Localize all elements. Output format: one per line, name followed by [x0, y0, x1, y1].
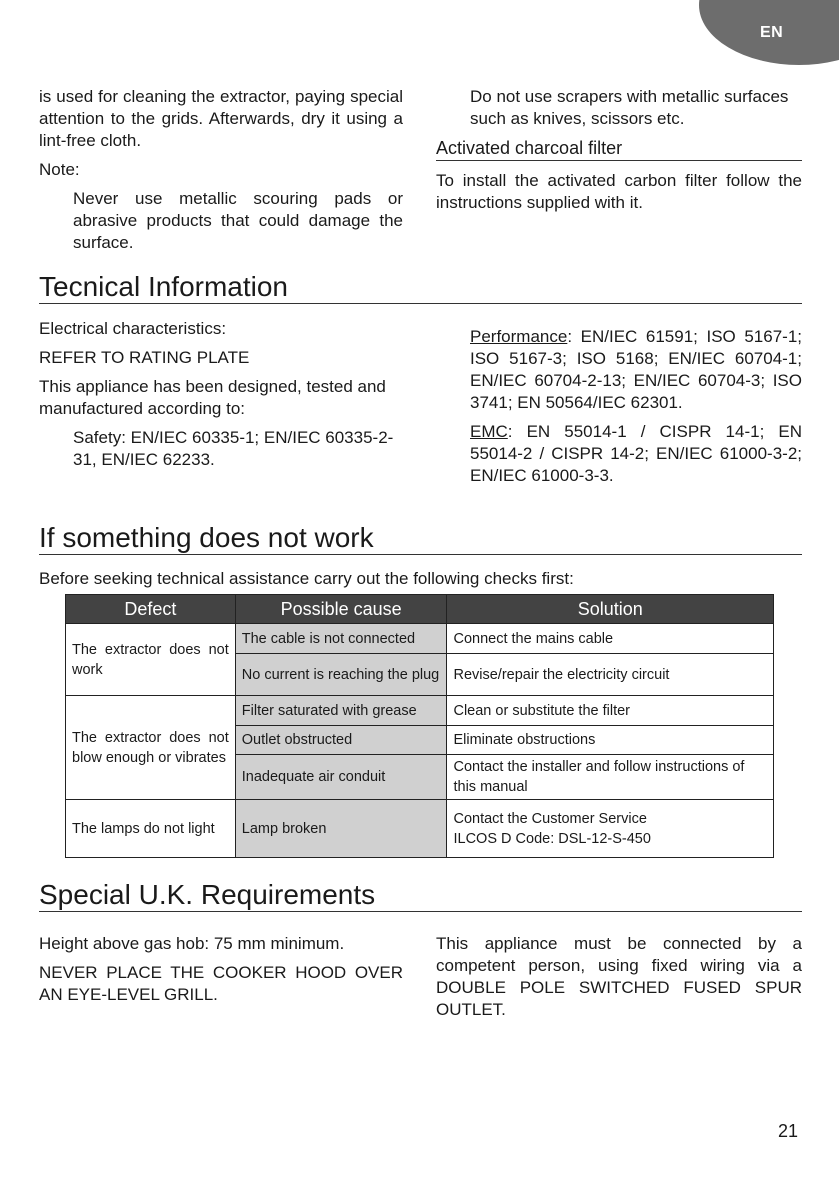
note-text: Never use metallic scouring pads or abrasive products that could damage the surface.	[73, 189, 403, 252]
solution-line: Contact the Customer Service	[453, 810, 647, 827]
header-possible-cause: Possible cause	[235, 595, 447, 624]
defect-cell: The extractor does not blow enough or vibrates	[66, 696, 236, 800]
emc-text: : EN 55014-1 / CISPR 14-1; EN 55014-2 / CISPR 14-2; EN/IEC 61000-3-2; EN/IEC 61000-3-3.	[470, 422, 802, 485]
solution-line: ILCOS D Code: DSL-12-S-450	[453, 830, 651, 847]
troubleshooting-section-title: If something does not work	[39, 522, 802, 555]
cleaning-continued-text: is used for cleaning the extractor, paying special attention to the grids. Afterwards, dry it using a lint-free cloth.	[39, 87, 403, 150]
note-title: Note:	[39, 160, 80, 179]
filter-column	[436, 86, 802, 221]
cause-cell: Lamp broken	[235, 800, 447, 858]
page-number: 21	[778, 1121, 799, 1141]
cleaning-column	[39, 86, 403, 261]
electrical-characteristics: Electrical characteristics:	[39, 319, 227, 338]
charcoal-filter-text: To install the activated carbon filter follow the instructions supplied with it.	[436, 171, 802, 212]
table-row	[66, 800, 774, 858]
rating-plate-text: REFER TO RATING PLATE	[39, 348, 250, 367]
performance-label: Performance	[470, 327, 568, 346]
troubleshooting-intro: Before seeking technical assistance carry out the following checks first:	[39, 569, 574, 588]
emc-label: EMC	[470, 422, 508, 441]
uk-right-column	[436, 933, 802, 1028]
eye-level-grill-warning: NEVER PLACE THE COOKER HOOD OVER AN EYE-LEVEL GRILL.	[39, 963, 403, 1004]
solution-cell: Contact the installer and follow instructions of this manual	[447, 755, 774, 800]
cause-cell: No current is reaching the plug	[235, 654, 447, 696]
cause-cell: Filter saturated with grease	[235, 696, 447, 726]
defect-cell: The extractor does not work	[66, 624, 236, 696]
cause-cell: Outlet obstructed	[235, 726, 447, 755]
charcoal-filter-heading: Activated charcoal filter	[436, 137, 802, 161]
performance-standards	[436, 326, 802, 414]
technical-right-column	[436, 326, 802, 494]
language-label: EN	[760, 24, 784, 41]
technical-section-title: Tecnical Information	[39, 271, 802, 304]
table-row	[66, 624, 774, 654]
performance-text: : EN/IEC 61591; ISO 5167-1; ISO 5167-3; ISO 5168; EN/IEC 60704-1; EN/IEC 60704-2-13; EN/IEC 60704-3; ISO 3741; EN 50564/IEC 62301.	[470, 327, 802, 412]
technical-left-column	[39, 318, 403, 478]
safety-standards: Safety: EN/IEC 60335-1; EN/IEC 60335-2-31, EN/IEC 62233.	[73, 428, 394, 469]
cause-cell: Inadequate air conduit	[235, 755, 447, 800]
header-defect: Defect	[66, 595, 236, 624]
uk-section-title: Special U.K. Requirements	[39, 879, 802, 912]
solution-cell	[447, 800, 774, 858]
header-solution: Solution	[447, 595, 774, 624]
solution-cell: Clean or substitute the filter	[447, 696, 774, 726]
emc-standards	[436, 421, 802, 487]
scrapers-text: Do not use scrapers with metallic surfaces such as knives, scissors etc.	[470, 87, 789, 128]
defect-cell: The lamps do not light	[66, 800, 236, 858]
designed-text: This appliance has been designed, tested and manufactured according to:	[39, 377, 386, 418]
table-row	[66, 696, 774, 726]
cause-cell: The cable is not connected	[235, 624, 447, 654]
table-header-row	[66, 595, 774, 624]
troubleshooting-table	[65, 594, 774, 858]
solution-cell: Eliminate obstructions	[447, 726, 774, 755]
solution-cell: Revise/repair the electricity circuit	[447, 654, 774, 696]
solution-cell: Connect the mains cable	[447, 624, 774, 654]
uk-left-column	[39, 933, 403, 1013]
gas-hob-height: Height above gas hob: 75 mm minimum.	[39, 934, 345, 953]
connection-requirement: This appliance must be connected by a competent person, using fixed wiring via a DOUBLE POLE SWITCHED FUSED SPUR OUTLET.	[436, 934, 802, 1019]
